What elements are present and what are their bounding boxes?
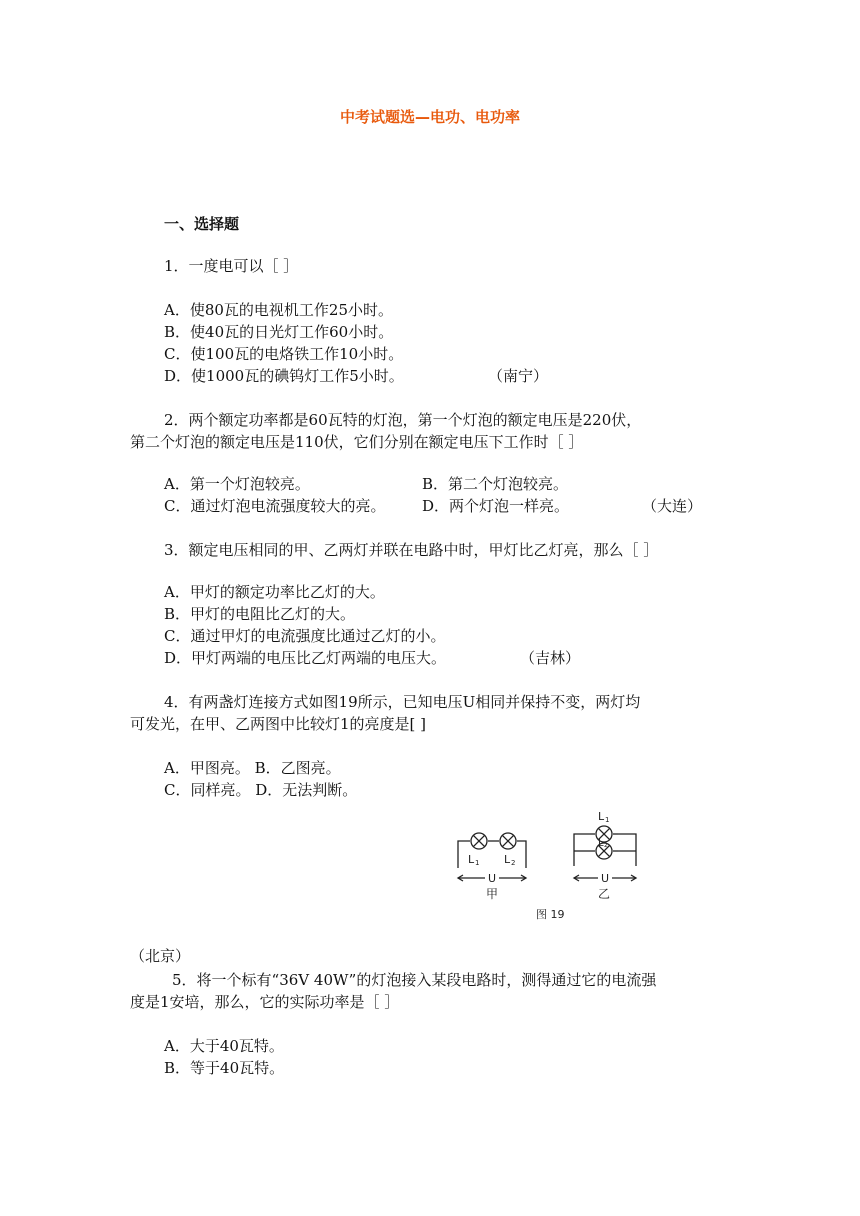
question-1-option-a: A．使80瓦的电视机工作25小时。 [164, 301, 394, 319]
section-heading: 一、选择题 [164, 215, 240, 233]
question-4-options-cd: C．同样亮。 D．无法判断。 [164, 781, 358, 799]
label-jia: 甲 [486, 887, 499, 901]
question-1-option-b: B．使40瓦的日光灯工作60小时。 [164, 323, 394, 341]
question-2-stem-line1: 2．两个额定功率都是60瓦特的灯泡，第一个灯泡的额定电压是220伏， [164, 411, 642, 429]
label-u-yi: U [601, 872, 610, 885]
label-l1-yi: L [598, 810, 605, 823]
label-l1: L [468, 853, 475, 866]
question-2-stem-line2: 第二个灯泡的额定电压是110伏，它们分别在额定电压下工作时［ ］ [130, 433, 584, 451]
question-3-option-d: D．甲灯两端的电压比乙灯两端的电压大。 [164, 649, 447, 667]
figure-caption: 图 19 [536, 908, 565, 921]
question-3-option-b: B．甲灯的电阻比乙灯的大。 [164, 605, 356, 623]
label-u-jia: U [488, 872, 497, 885]
question-4-options-ab: A．甲图亮。 B．乙图亮。 [164, 759, 341, 777]
label-l2-sub: 2 [511, 859, 516, 867]
question-1-option-d: D．使1000瓦的碘钨灯工作5小时。 [164, 367, 404, 385]
question-3-option-a: A．甲灯的额定功率比乙灯的大。 [164, 583, 385, 601]
label-l2: L [504, 853, 511, 866]
question-5-option-b: B．等于40瓦特。 [164, 1059, 285, 1077]
page-title: 中考试题选—电功、电功率 [339, 108, 520, 126]
question-2-option-b: B．第二个灯泡较亮。 [422, 475, 569, 493]
question-5-stem-line1: 5．将一个标有“36V 40W”的灯泡接入某段电路时，测得通过它的电流强 [172, 971, 657, 989]
label-l2-yi: L [598, 838, 604, 849]
label-l2-yi-sub: 2 [604, 842, 608, 849]
question-2-option-c: C．通过灯泡电流强度较大的亮。 [164, 497, 386, 515]
question-5-stem-line2: 度是1安培，那么，它的实际功率是［ ］ [130, 993, 400, 1011]
label-l1-sub: 1 [475, 859, 480, 867]
label-yi: 乙 [598, 887, 611, 901]
label-l1-yi-sub: 1 [605, 816, 610, 824]
question-4-stem-line2: 可发光，在甲、乙两图中比较灯1的亮度是[ ] [130, 715, 427, 733]
question-3-stem: 3．额定电压相同的甲、乙两灯并联在电路中时，甲灯比乙灯亮，那么［ ］ [164, 541, 659, 559]
question-5-option-a: A．大于40瓦特。 [164, 1037, 284, 1055]
question-2-option-a: A．第一个灯泡较亮。 [164, 475, 310, 493]
question-1-option-c: C．使100瓦的电烙铁工作10小时。 [164, 345, 404, 363]
question-4-source: （北京） [130, 947, 191, 965]
question-3-source: （吉林） [520, 649, 581, 667]
question-3-option-c: C．通过甲灯的电流强度比通过乙灯的小。 [164, 627, 446, 645]
figure-19 [450, 806, 650, 926]
question-2-source: （大连） [642, 497, 703, 515]
circuit-diagram [450, 806, 650, 926]
question-2-option-d: D．两个灯泡一样亮。 [422, 497, 570, 515]
question-4-stem-line1: 4．有两盏灯连接方式如图19所示，已知电压U相同并保持不变，两灯均 [164, 693, 641, 711]
question-1-source: （南宁） [488, 367, 549, 385]
question-1-stem: 1．一度电可以［ ］ [164, 257, 299, 275]
